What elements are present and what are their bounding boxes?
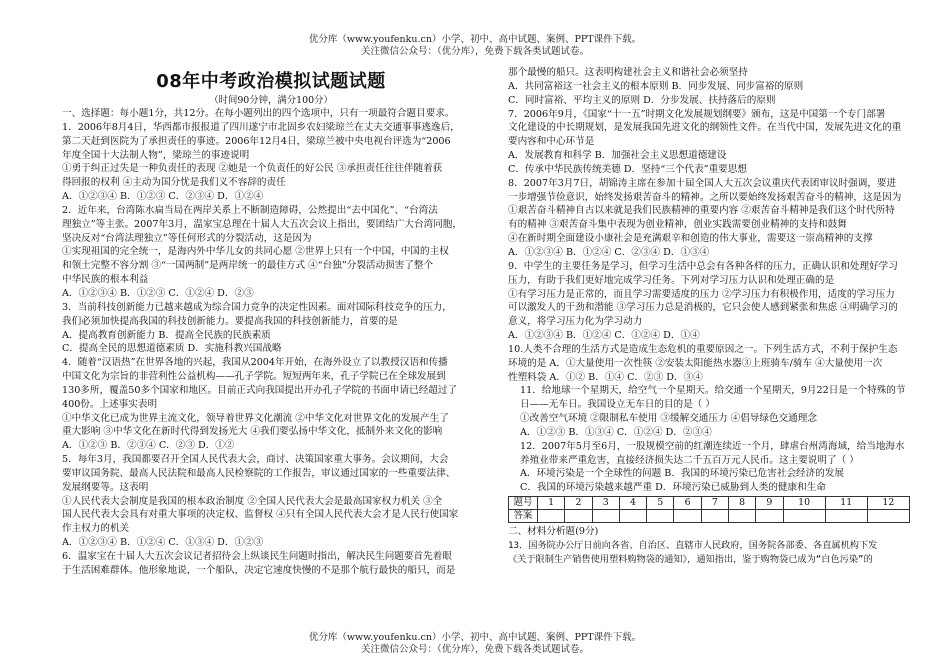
text-line: 养殖业带来严重危害，直接经济损失达二千五百万元人民币。这主要说明了（ ） [520,454,859,466]
text-line: 中国文化为宗旨的非营利性公益机构——孔子学院。短短两年来，孔子学院已在全球发展到 [62,371,446,383]
text-line: 要审议国务院、最高人民法院和最高人民检察院的工作报告，审议通过国家的一些重要法律、 [62,467,456,479]
text-line: A．①②③④ B．①②③ C．②③④ D．①②④ [62,191,264,203]
text-line: 10.人类不合理的生活方式是造成生态危机的重要原因之一。下列生活方式，不利于保护生态 [508,343,898,355]
page-footer [0,632,950,656]
text-line: C．传承中华民族传统美德 D．坚持“三个代表”重要思想 [508,163,747,175]
answer-number-cell: 12 [867,497,909,510]
text-line: 于生活困难群体。他形象地说，一个船队，决定它速度快慢的不是那个航行最快的船只，而是 [62,564,456,576]
text-line: 5．每年3月，我国都要召开全国人民代表大会，商讨、决策国家重大事务。会议期间，大会 [62,454,449,466]
page-header [0,34,950,58]
text-line: 3．当前科技创新能力已越来越成为综合国力竞争的决定性因素。面对国际科技竞争的压力， [62,301,452,313]
text-line: 文化建设的中长期规划，是发展我国先进文化的纲领性文件。在当代中国，发展先进文化的重 [508,122,902,134]
text-line: ④在新时期全面建设小康社会是充满艰辛和创造的伟大事业，需要这一崇高精神的支撑 [508,233,873,245]
answer-table [508,496,910,523]
text-line: 130多所，覆盖50多个国家和地区。目前正式向我国提出开办孔子学院的书面申请已经超过了 [62,384,458,396]
text-line: 意义，将学习压力化为学习动力 [508,316,643,328]
question-11 [508,384,910,439]
text-line: 性塑料袋 A．①② B．①④ C．②③ D．③④ [508,371,703,383]
answer-blank-cell [647,510,674,523]
text-line: 一步增强节俭意识，始终发扬艰苦奋斗的精神。之所以要始终发扬艰苦奋斗的精神，这是因为 [508,191,902,203]
answer-blank-cell [565,510,592,523]
text-line: ①有学习压力是正常的，而且学习需要适度的压力 ②学习压力有积极作用，适度的学习压力 [508,288,895,300]
answer-table-label: 答案 [509,510,538,523]
left-column [62,70,480,578]
text-line: A．发展教育和科学 B．加强社会主义思想道德建设 [508,150,727,162]
text-line: A．提高教育创新能力 B．提高全民族的民族素质 [62,329,271,341]
text-line: ①勇于纠正过失是一种负责任的表现 ②她是一个负责任的好公民 ③承担责任往往伴随着获 [62,163,443,175]
answer-number-cell: 10 [783,497,825,510]
text-line: C．提高全民的思想道德素质 D．实施科教兴国战略 [62,343,282,355]
text-line: 环境的是 A．①大量使用一次性筷 ②安装太阳能热水器③上班骑车/骑车 ④大量使用一次 [508,357,883,369]
text-line: A．①②③④ B．①②④ C．①②④ D．①④ [508,330,700,342]
text-line: 9．中学生的主要任务是学习，但学习生活中总会有各种各样的压力，正确认识和处理好学习 [508,260,898,272]
text-line: 和领土完整不容分割 ③“一国两制”是两岸统一的最佳方式 ④“台独”分裂活动损害了整个 [62,260,434,272]
answer-number-cell: 5 [647,497,674,510]
text-line: C．我国的环境污染越来越严重 D．环境污染已威胁到人类的健康和生命 [520,482,826,494]
text-line: 13．国务院办公厅日前向各省、自治区、直辖市人民政府，国务院各部委、各直属机构下发 [508,540,878,551]
text-line: 4．随着“汉语热”在世界各地的兴起，我国从2004年开始，在海外设立了以教授汉语和传播 [62,357,448,369]
text-line: 坚决反对“台湾法理独立”等任何形式的分裂活动，这是因为 [62,232,312,244]
footer-line-1: 优分库（www.youfenku.cn）小学、初中、高中试题、案例、PPT课件下载。 [308,632,642,643]
text-line: ①实现祖国的完全统一，是海内外中华儿女的共同心愿 ②世界上只有一个中国，中国的主权 [62,246,449,258]
text-line: 压力，有助于我们更好地完成学习任务。下列对学习压力认识和处理正确的是 [508,274,835,286]
text-line: ①改善空气环境 ②限制私车使用 ③缓解交通压力 ④倡导绿色交通理念 [520,413,817,425]
answer-number-cell: 4 [619,497,646,510]
answer-number-cell: 3 [592,497,619,510]
text-line: 我们必须加快提高我国的科技创新能力。要提高我国的科技创新能力，首要的是 [62,315,398,327]
text-line: ①中华文化已成为世界主流文化，领导着世界文化潮流 ②中华文化对世界文化的发展产生了 [62,412,449,424]
footer-line-2: 关注微信公众号：（优分库），免费下载各类试题试卷。 [360,644,589,655]
text-line: 可以激发人的干劲和潜能 ③学习压力总是消极的，它只会使人感到紧张和焦虑 ④明确学习的 [508,302,898,314]
text-line: 要内容和中心环节是 [508,136,595,148]
answer-table-label: 题号 [509,497,538,510]
text-line: 日——无车日。我国设立无车日的目的是（ ） [520,399,715,411]
text-line: 2．近年来，台湾陈水扁当局在两岸关系上不断制造障碍，公然提出“去中国化”、“台湾法 [62,204,438,216]
answer-number-cell: 9 [756,497,783,510]
text-line: 6．温家宝在十届人大五次会议记者招待会上纵谈民生问题时指出，解决民生问题要首先着眼 [62,551,452,562]
right-body [508,66,910,384]
right-column [508,66,910,567]
text-line: 那个最慢的船只。这表明构建社会主义和谐社会必须坚持 [508,67,748,78]
answer-number-cell: 7 [701,497,728,510]
left-body [62,107,480,578]
text-line: 1．2006年8月4日，华西都市报报道了四川遂宁市北固乡农妇梁琼兰在丈夫交通事事逃逸后， [62,121,460,133]
answer-number-cell: 6 [674,497,701,510]
text-line: ①艰苦奋斗精神自古以来就是我们民族精神的重要内容 ②艰苦奋斗精神是我们这个时代所特 [508,205,895,217]
answer-table-answer-row [509,510,910,523]
text-line: A．①②③ B．①③④ C．①②④ D．②③④ [520,426,712,438]
text-line: 《关于限制生产销售使用塑料购物袋的通知》，通知指出，鉴于购物袋已成为“白色污染”的 [508,554,873,565]
question-13 [508,539,910,567]
answer-blank-cell [728,510,755,523]
answer-blank-cell [619,510,646,523]
text-line: 得回报的权利 ④主动为国分忧是我们义不容辞的责任 [62,177,286,189]
answer-blank-cell [756,510,783,523]
text-line: 重大影响 ③中华文化在新时代得到发扬光大 ④我们要弘扬中华文化，抵制外来文化的影响 [62,426,443,438]
answer-blank-cell [538,510,565,523]
section-2-heading: 二、材料分析题(9分) [508,526,599,538]
answer-number-cell: 11 [825,497,867,510]
exam-title: 08年中考政治模拟试题试题 [156,71,386,92]
answer-number-cell: 2 [565,497,592,510]
text-line: ①人民代表大会制度是我国的根本政治制度 ②全国人民代表大会是最高国家权力机关 ③全 [62,495,443,507]
text-line: 7．2006年9月，《国家“十一五”时期文化发展规划纲要》颁布，这是中国第一个专门部署 [508,108,886,120]
text-line: A．共同富裕这一社会主义的根本原则 B．同步发展、同步富裕的原则 [508,80,804,92]
answer-table-number-row [509,497,910,510]
text-line: 发展纲要等。这表明 [62,481,149,493]
header-line-2: 关注微信公众号：（优分库），免费下载各类试题试卷。 [360,46,589,57]
text-line: 第二天赶到医院为了承担责任的事迹。2006年12月4日，梁琼兰被中央电视台评选为“2006 [62,135,451,147]
exam-subtitle: （时间90分钟，满分100分） [209,95,333,106]
text-line: 理独立”等主张。2007年3月，温家宝总理在十届人大五次会议上指出，要团结广大台湾同胞， [62,218,462,230]
text-line: A．①②③④ B．①②④ C．①③④ D．①②③ [62,537,264,549]
answer-number-cell: 1 [538,497,565,510]
text-line: A．①②③④ B．①②④ C．②③④ D．①③④ [508,246,710,258]
text-line: 年度全国十大法制人物”，梁琼兰的事迹说明 [62,149,250,161]
answer-blank-cell [867,510,909,523]
answer-blank-cell [825,510,867,523]
answer-blank-cell [701,510,728,523]
answer-blank-cell [592,510,619,523]
text-line: A．环境污染是一个全球性的问题 B．我国的环境污染已危害社会经济的发展 [520,468,845,480]
text-line: A．①②③④ B．①②③ C．①②④ D．②③ [62,287,254,299]
text-line: 作主权力的机关 [62,523,130,535]
text-line: 有的精神 ③艰苦奋斗集中表现为创业精神，创业实践需要创业精神的支持和鼓舞 [508,219,847,231]
answer-number-cell: 8 [728,497,755,510]
text-line: C．同时富裕、平均主义的原则 D．分步发展、扶持落后的原则 [508,94,776,106]
text-line: 12．2007年5月至6月，一股规模空前的红潮连续近一个月，肆虐台州湾海域，给当地海水 [520,440,905,452]
answer-blank-cell [674,510,701,523]
text-line: 11．给地球一个星期天，给空气一个星期天。给交通一个星期天，9月22日是一个特殊的节 [520,385,906,397]
answer-blank-cell [783,510,825,523]
text-line: 400份。上述事实表明 [62,398,158,410]
text-line: 一、选择题：每小题1分，共12分。在每小题列出的四个选项中，只有一项最符合题目要求。 [62,108,455,119]
header-line-1: 优分库（www.youfenku.cn）小学、初中、高中试题、案例、PPT课件下载。 [308,34,642,45]
text-line: 8．2007年3月7日，胡锦涛主席在参加十届全国人大五次会议重庆代表团审议时强调，要进 [508,177,897,189]
text-line: A．①②③ B．②③④ C．②③ D．①② [62,440,235,452]
text-line: 国人民代表大会具有对重大事项的决定权、监督权 ④只有全国人民代表大会才是人民行使国家 [62,509,459,521]
text-line: 中华民族的根本利益 [62,274,149,286]
question-12 [508,440,910,495]
